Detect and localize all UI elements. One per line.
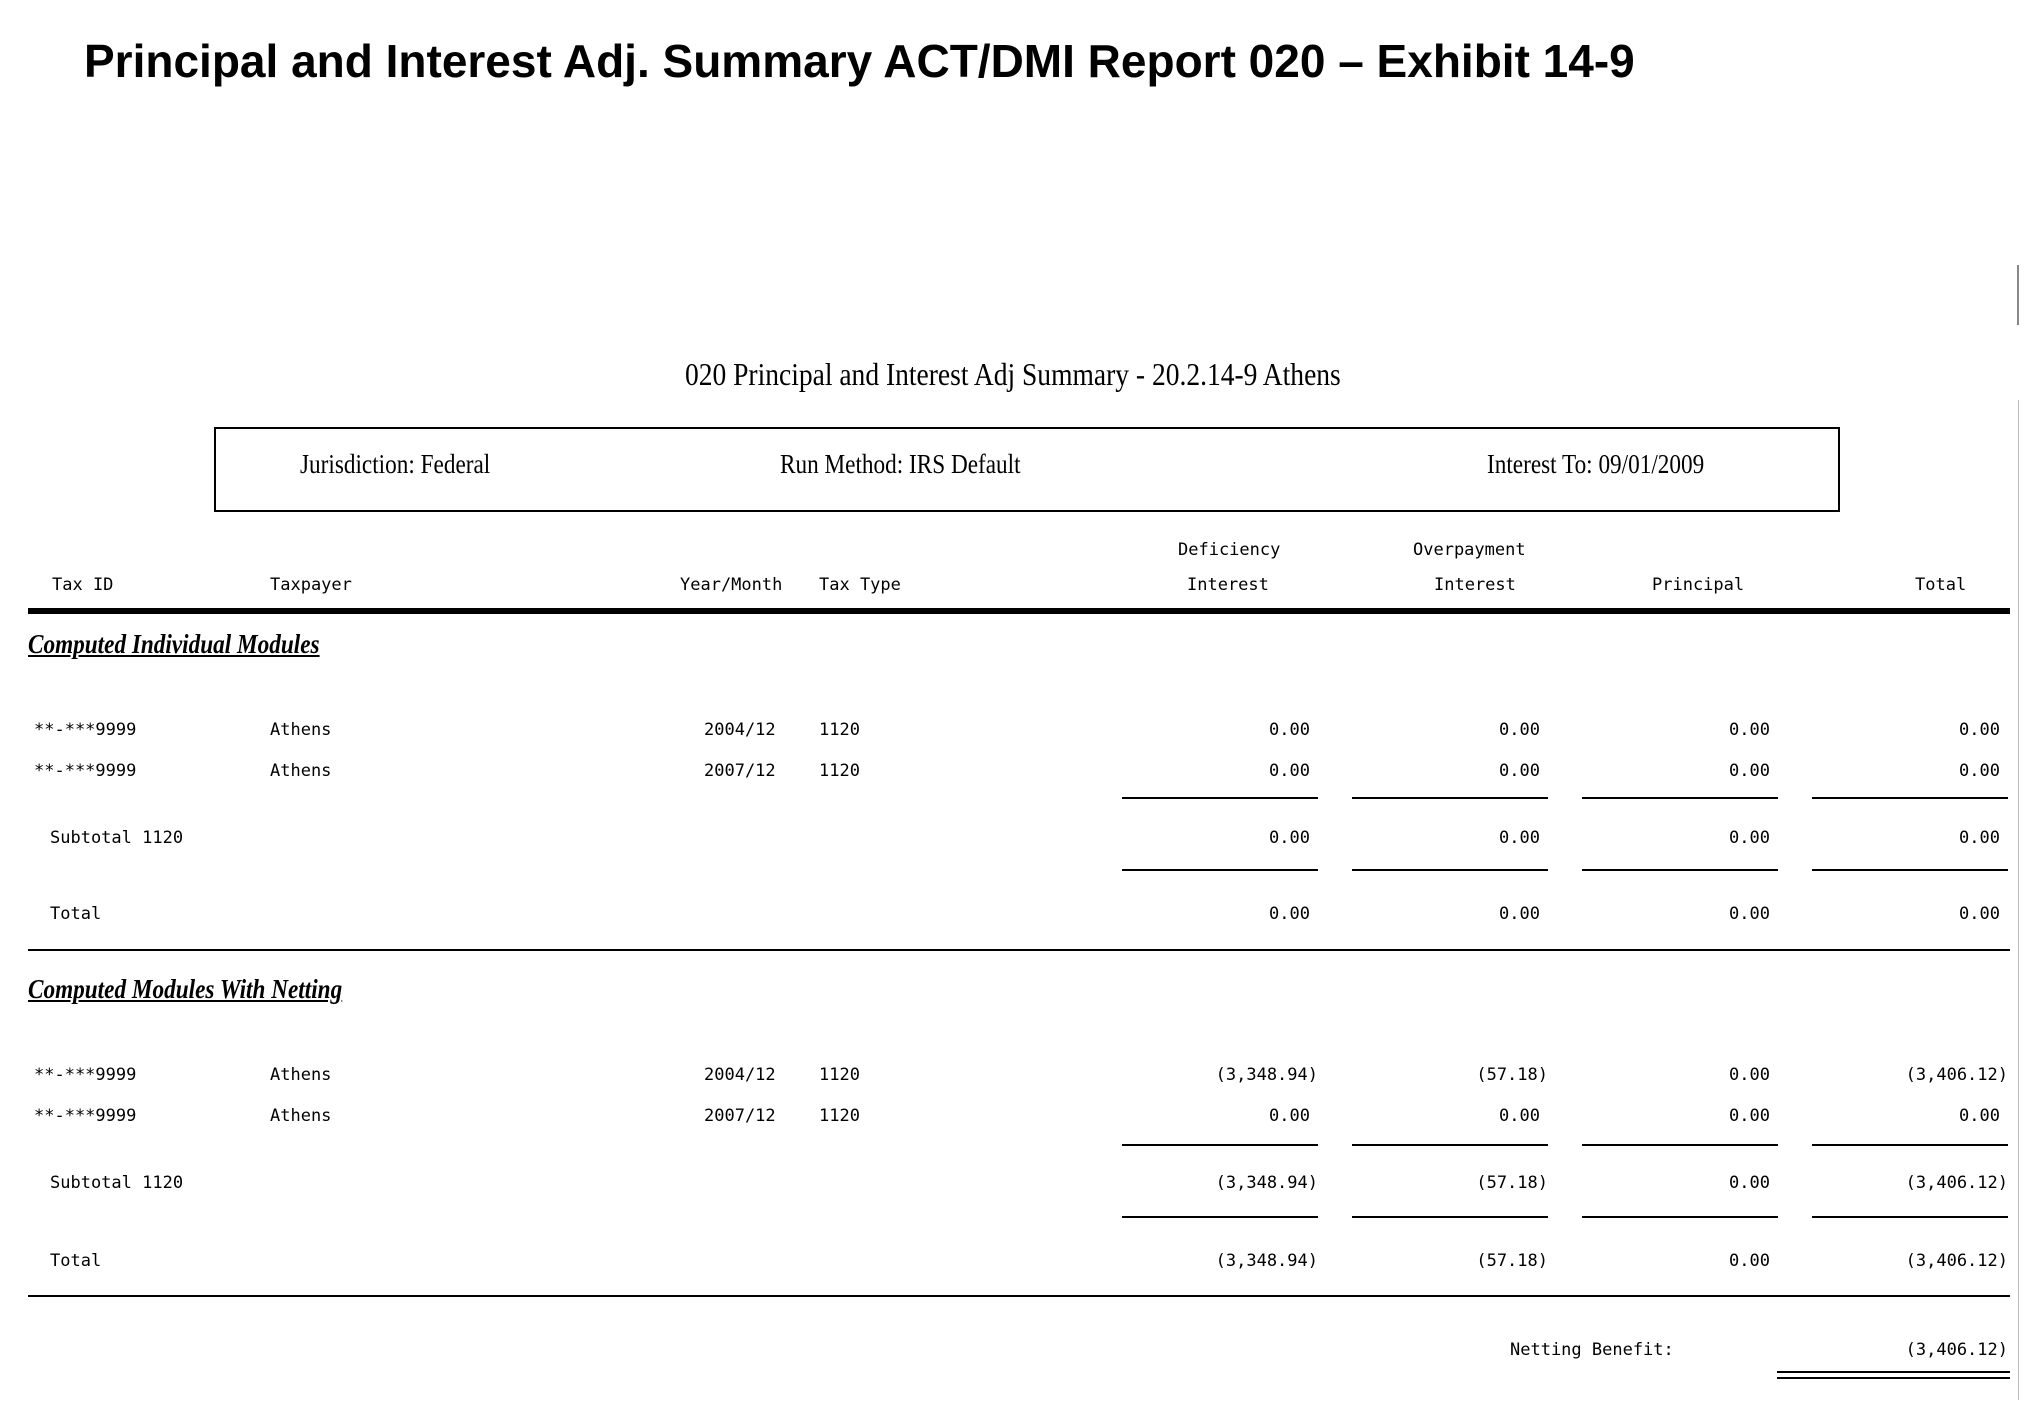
table-row-tax-type: 1120 [819,720,860,740]
table-row-deficiency: 0.00 [1269,761,1310,781]
table-row-deficiency: (3,348.94) [1215,1065,1318,1085]
table-row-tax-id: **-***9999 [34,1065,137,1085]
header-thick-rule [28,608,2010,614]
subtotal-overpayment: (57.18) [1476,1173,1548,1193]
col-header-overpayment-bottom: Interest [1434,575,1516,595]
total-principal: 0.00 [1729,904,1770,924]
report-title: 020 Principal and Interest Adj Summary - 20.2.14-9 Athens [684,356,1341,392]
total-label: Total [50,904,102,924]
sum-rule [1352,1216,1548,1218]
table-row-overpayment: 0.00 [1499,720,1540,740]
run-method-label: Run Method: IRS Default [780,449,1021,479]
table-row-overpayment: (57.18) [1476,1065,1548,1085]
total-overpayment: 0.00 [1499,904,1540,924]
total-deficiency: 0.00 [1269,904,1310,924]
slide-title: Principal and Interest Adj. Summary ACT/DMI Report 020 – Exhibit 14-9 [84,35,1635,87]
subtotal-label: Subtotal 1120 [50,828,184,848]
table-row-tax-type: 1120 [819,1106,860,1126]
double-rule-top [1777,1371,2010,1373]
subtotal-deficiency: 0.00 [1269,828,1310,848]
sum-rule [1812,1144,2008,1146]
sum-rule [1122,797,1318,799]
netting-benefit-label: Netting Benefit: [1510,1340,1674,1360]
subtotal-total: 0.00 [1959,828,2000,848]
table-row-total: 0.00 [1959,761,2000,781]
total-deficiency: (3,348.94) [1215,1251,1318,1271]
table-row-tax-id: **-***9999 [34,720,137,740]
col-header-taxpayer: Taxpayer [270,575,352,595]
subtotal-principal: 0.00 [1729,828,1770,848]
sum-rule [1352,869,1548,871]
scan-edge-mark [2018,400,2019,1400]
total-total: (3,406.12) [1905,1251,2008,1271]
table-row-year-month: 2007/12 [704,1106,776,1126]
table-row-tax-id: **-***9999 [34,761,137,781]
table-row-overpayment: 0.00 [1499,1106,1540,1126]
col-header-tax-id: Tax ID [52,575,114,595]
total-overpayment: (57.18) [1476,1251,1548,1271]
sum-rule [1812,869,2008,871]
sum-rule [1582,1144,1778,1146]
sum-rule [1122,1216,1318,1218]
sum-rule [1812,1216,2008,1218]
table-row-tax-id: **-***9999 [34,1106,137,1126]
table-row-deficiency: 0.00 [1269,720,1310,740]
sum-rule [1122,1144,1318,1146]
col-header-year-month: Year/Month [680,575,783,595]
sum-rule [1812,797,2008,799]
col-header-overpayment-top: Overpayment [1413,540,1526,560]
col-header-deficiency-bottom: Interest [1187,575,1269,595]
table-row-tax-type: 1120 [819,761,860,781]
double-rule-bottom [1777,1377,2010,1379]
table-row-taxpayer: Athens [270,720,332,740]
col-header-tax-type: Tax Type [819,575,901,595]
col-header-principal: Principal [1652,575,1745,595]
table-row-taxpayer: Athens [270,1065,332,1085]
sum-rule [1352,797,1548,799]
sum-rule [1582,1216,1778,1218]
total-total: 0.00 [1959,904,2000,924]
table-row-principal: 0.00 [1729,761,1770,781]
subtotal-overpayment: 0.00 [1499,828,1540,848]
table-row-total: 0.00 [1959,1106,2000,1126]
subtotal-total: (3,406.12) [1905,1173,2008,1193]
table-row-total: (3,406.12) [1905,1065,2008,1085]
scan-edge-mark [2017,265,2019,325]
table-row-tax-type: 1120 [819,1065,860,1085]
subtotal-label: Subtotal 1120 [50,1173,184,1193]
section-divider [28,949,2010,951]
subtotal-deficiency: (3,348.94) [1215,1173,1318,1193]
total-principal: 0.00 [1729,1251,1770,1271]
sum-rule [1582,797,1778,799]
col-header-total: Total [1915,575,1967,595]
col-header-deficiency-top: Deficiency [1178,540,1281,560]
jurisdiction-label: Jurisdiction: Federal [300,449,491,479]
table-row-total: 0.00 [1959,720,2000,740]
table-row-taxpayer: Athens [270,1106,332,1126]
table-row-principal: 0.00 [1729,720,1770,740]
subtotal-principal: 0.00 [1729,1173,1770,1193]
table-row-year-month: 2004/12 [704,1065,776,1085]
table-row-deficiency: 0.00 [1269,1106,1310,1126]
table-row-principal: 0.00 [1729,1106,1770,1126]
table-row-year-month: 2004/12 [704,720,776,740]
netting-benefit-value: (3,406.12) [1905,1340,2008,1360]
section-divider [28,1295,2010,1297]
table-row-principal: 0.00 [1729,1065,1770,1085]
sum-rule [1122,869,1318,871]
table-row-overpayment: 0.00 [1499,761,1540,781]
section-heading-individual: Computed Individual Modules [28,629,320,659]
sum-rule [1352,1144,1548,1146]
table-row-taxpayer: Athens [270,761,332,781]
sum-rule [1582,869,1778,871]
section-heading-netting: Computed Modules With Netting [28,974,343,1004]
interest-to-label: Interest To: 09/01/2009 [1487,449,1705,479]
total-label: Total [50,1251,102,1271]
table-row-year-month: 2007/12 [704,761,776,781]
